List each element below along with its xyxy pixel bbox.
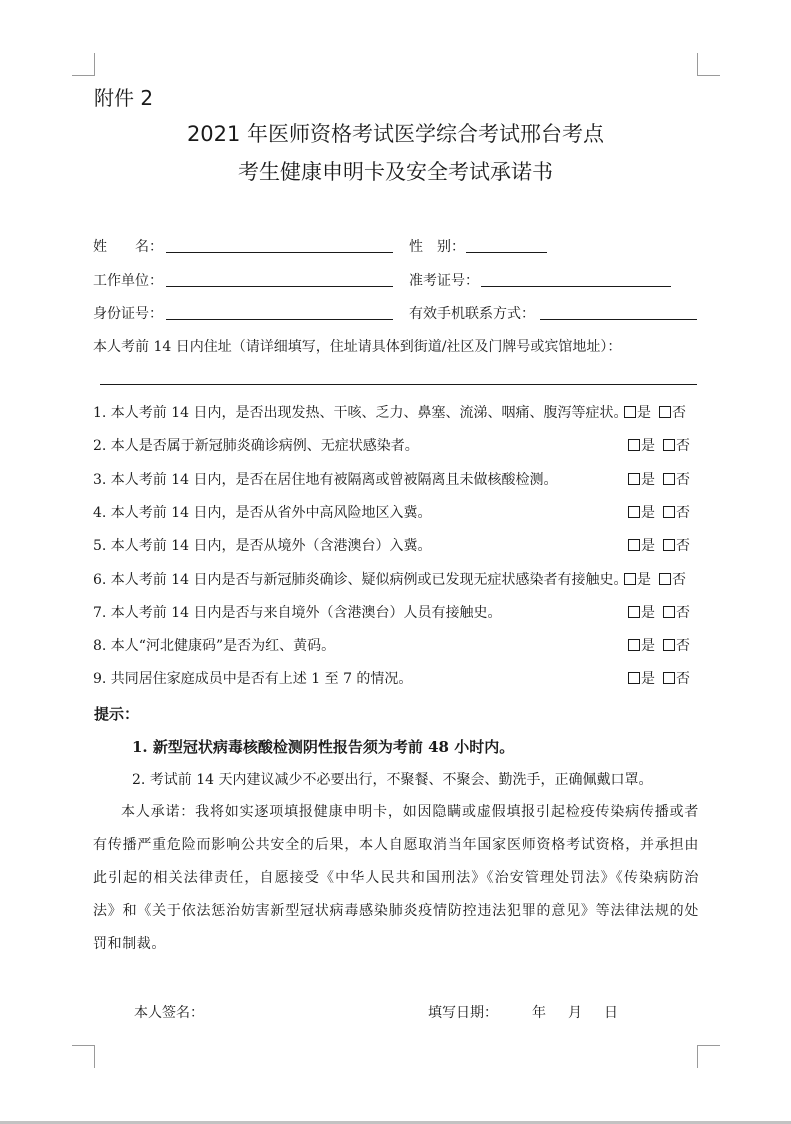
document-title-line-2: 考生健康申明卡及安全考试承诺书 bbox=[238, 160, 553, 184]
no-label: 否 bbox=[672, 405, 686, 421]
no-label: 否 bbox=[676, 538, 690, 554]
no-label: 否 bbox=[676, 671, 690, 687]
question-2: 2. 本人是否属于新冠肺炎确诊病例、无症状感染者。 bbox=[93, 438, 419, 454]
yes-label: 是 bbox=[641, 638, 655, 654]
hint-item-1: 1. 新型冠状病毒核酸检测阴性报告须为考前 48 小时内。 bbox=[132, 738, 515, 756]
question-6-options bbox=[624, 569, 686, 589]
no-label: 否 bbox=[672, 572, 686, 588]
yes-label: 是 bbox=[637, 405, 651, 421]
signature-label: 本人签名： bbox=[134, 1005, 204, 1021]
question-6: 6. 本人考前 14 日内是否与新冠肺炎确诊、疑似病例或已发现无症状感染者有接触史。 bbox=[93, 572, 628, 588]
question-4-no-checkbox[interactable] bbox=[663, 506, 675, 518]
yes-label: 是 bbox=[641, 472, 655, 488]
attachment-label: 附件 2 bbox=[94, 86, 154, 110]
pledge-paragraph: 本人承诺：我将如实逐项填报健康申明卡，如因隐瞒或虚假填报引起检疫传染病传播或者有传播严重危险而影响公共安全的后果，本人自愿取消当年国家医师资格考试资格，并承担由此引起的相关法律责任，自愿接受《中华人民共和国刑法》《治安管理处罚法》《传染病防治法》和《关于依法惩治妨害新型冠状病毒感染肺炎疫情防控违法犯罪的意见》等法律法规的处罚和制裁。 bbox=[93, 804, 699, 952]
page-corner-mark-bottom-left bbox=[72, 1045, 95, 1068]
work-unit-field[interactable] bbox=[166, 286, 393, 287]
question-2-yes-checkbox[interactable] bbox=[628, 439, 640, 451]
no-label: 否 bbox=[676, 472, 690, 488]
date-month-label: 月 bbox=[568, 1005, 582, 1021]
page-corner-mark-top-left bbox=[72, 53, 95, 76]
question-8-yes-checkbox[interactable] bbox=[628, 639, 640, 651]
question-8: 8. 本人“河北健康码”是否为红、黄码。 bbox=[93, 638, 336, 654]
question-2-no-checkbox[interactable] bbox=[663, 439, 675, 451]
question-3-options bbox=[628, 469, 690, 489]
yes-label: 是 bbox=[641, 438, 655, 454]
date-row bbox=[428, 1002, 618, 1022]
question-6-yes-checkbox[interactable] bbox=[624, 573, 636, 585]
question-8-no-checkbox[interactable] bbox=[663, 639, 675, 651]
address-field[interactable] bbox=[100, 384, 697, 385]
yes-label: 是 bbox=[641, 605, 655, 621]
question-9-yes-checkbox[interactable] bbox=[628, 672, 640, 684]
question-1: 1. 本人考前 14 日内，是否出现发热、干咳、乏力、鼻塞、流涕、咽痛、腹泻等症状。 bbox=[93, 405, 628, 421]
work-unit-label: 工作单位： bbox=[93, 273, 163, 289]
question-3-no-checkbox[interactable] bbox=[663, 473, 675, 485]
yes-label: 是 bbox=[641, 505, 655, 521]
yes-label: 是 bbox=[641, 538, 655, 554]
question-7-no-checkbox[interactable] bbox=[663, 606, 675, 618]
no-label: 否 bbox=[676, 438, 690, 454]
id-number-field[interactable] bbox=[166, 319, 393, 320]
phone-label: 有效手机联系方式： bbox=[409, 306, 535, 322]
admission-number-field[interactable] bbox=[481, 286, 671, 287]
question-5-options bbox=[628, 535, 690, 555]
no-label: 否 bbox=[676, 638, 690, 654]
question-5-no-checkbox[interactable] bbox=[663, 539, 675, 551]
phone-field[interactable] bbox=[540, 319, 697, 320]
question-6-no-checkbox[interactable] bbox=[659, 573, 671, 585]
question-4: 4. 本人考前 14 日内，是否从省外中高风险地区入冀。 bbox=[93, 505, 432, 521]
document-title-line-1: 2021 年医师资格考试医学综合考试邢台考点 bbox=[186, 122, 605, 146]
date-label: 填写日期： bbox=[428, 1005, 498, 1021]
question-7-options bbox=[628, 602, 690, 622]
page-corner-mark-bottom-right bbox=[697, 1045, 720, 1068]
question-2-options bbox=[628, 435, 690, 455]
question-3: 3. 本人考前 14 日内，是否在居住地有被隔离或曾被隔离且未做核酸检测。 bbox=[93, 472, 558, 488]
question-4-options bbox=[628, 502, 690, 522]
date-day-label: 日 bbox=[604, 1005, 618, 1021]
page-corner-mark-top-right bbox=[697, 53, 720, 76]
name-label: 姓 名： bbox=[93, 239, 163, 255]
question-4-yes-checkbox[interactable] bbox=[628, 506, 640, 518]
question-9-no-checkbox[interactable] bbox=[663, 672, 675, 684]
yes-label: 是 bbox=[637, 572, 651, 588]
address-label: 本人考前 14 日内住址（请详细填写，住址请具体到街道/社区及门牌号或宾馆地址）： bbox=[93, 339, 622, 355]
id-number-label: 身份证号： bbox=[93, 306, 163, 322]
question-9: 9. 共同居住家庭成员中是否有上述 1 至 7 的情况。 bbox=[93, 671, 413, 687]
date-year-label: 年 bbox=[532, 1005, 546, 1021]
no-label: 否 bbox=[676, 505, 690, 521]
question-1-options bbox=[624, 402, 686, 422]
question-3-yes-checkbox[interactable] bbox=[628, 473, 640, 485]
admission-number-label: 准考证号： bbox=[409, 273, 479, 289]
gender-label: 性 别： bbox=[409, 239, 465, 255]
name-field[interactable] bbox=[166, 252, 393, 253]
question-5: 5. 本人考前 14 日内，是否从境外（含港澳台）入冀。 bbox=[93, 538, 432, 554]
hint-item-2: 2. 考试前 14 天内建议减少不必要出行，不聚餐、不聚会、勤洗手，正确佩戴口罩。 bbox=[132, 772, 653, 788]
question-7: 7. 本人考前 14 日内是否与来自境外（含港澳台）人员有接触史。 bbox=[93, 605, 502, 621]
question-8-options bbox=[628, 635, 690, 655]
question-7-yes-checkbox[interactable] bbox=[628, 606, 640, 618]
question-1-yes-checkbox[interactable] bbox=[624, 406, 636, 418]
no-label: 否 bbox=[676, 605, 690, 621]
yes-label: 是 bbox=[641, 671, 655, 687]
question-5-yes-checkbox[interactable] bbox=[628, 539, 640, 551]
question-9-options bbox=[628, 668, 690, 688]
gender-field[interactable] bbox=[466, 252, 547, 253]
hints-heading: 提示： bbox=[94, 705, 140, 723]
question-1-no-checkbox[interactable] bbox=[659, 406, 671, 418]
